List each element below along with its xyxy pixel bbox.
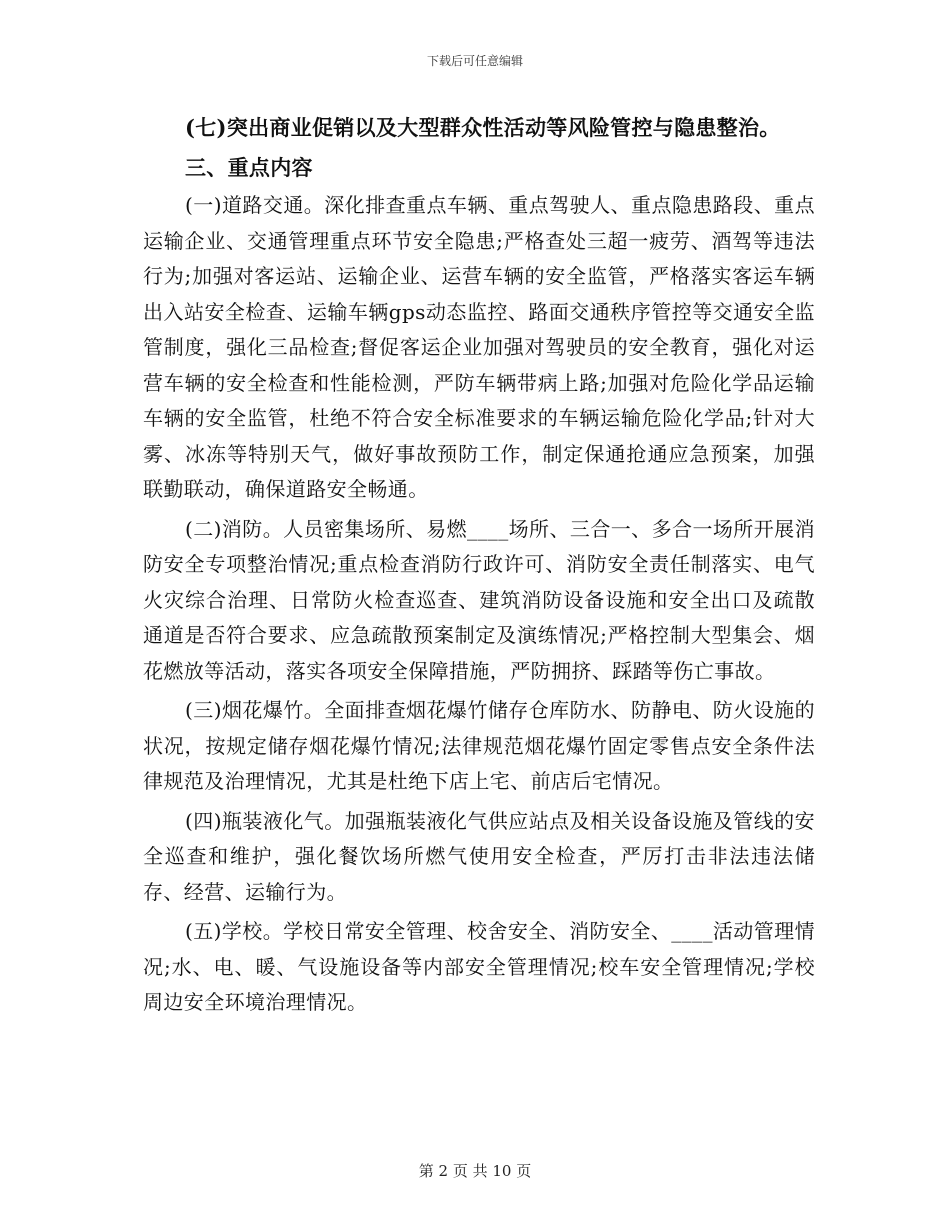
paragraph-road-traffic: (一)道路交通。深化排查重点车辆、重点驾驶人、重点隐患路段、重点运输企业、交通管理重点环节安全隐患;严格查处三超一疲劳、酒驾等违法行为;加强对客运站、运输企业、运营车辆的安全监管，严格落实客运车辆出入站安全检查、运输车辆gps动态监控、路面交通秩序管控等交通安全监管制度，强化三品检查;督促客运企业加强对驾驶员的安全教育，强化对运营车辆的安全检查和性能检测，严防车辆带病上路;加强对危险化学品运输车辆的安全监管，杜绝不符合安全标准要求的车辆运输危险化学品;针对大雾、冰冻等特别天气，做好事故预防工作，制定保通抢通应急预案，加强联勤联动，确保道路安全畅通。	[143, 193, 815, 501]
paragraph-fire-safety: (二)消防。人员密集场所、易燃____场所、三合一、多合一场所开展消防安全专项整治情况;重点检查消防行政许可、消防安全责任制落实、电气火灾综合治理、日常防火检查巡查、建筑消防设备设施和安全出口及疏散通道是否符合要求、应急疏散预案制定及演练情况;严格控制大型集会、烟花燃放等活动，落实各项安全保障措施，严防拥挤、踩踏等伤亡事故。	[143, 516, 815, 683]
paragraph-schools: (五)学校。学校日常安全管理、校舍安全、消防安全、____活动管理情况;水、电、暖、气设施设备等内部安全管理情况;校车安全管理情况;学校周边安全环境治理情况。	[143, 919, 815, 1014]
page-header-note: 下载后可任意编辑	[426, 54, 523, 68]
document-body	[143, 108, 815, 1025]
page-number: 第 2 页 共 10 页	[418, 1162, 532, 1180]
paragraph-bottled-gas: (四)瓶装液化气。加强瓶装液化气供应站点及相关设备设施及管线的安全巡查和维护，强化餐饮场所燃气使用安全检查，严厉打击非法违法储存、经营、运输行为。	[143, 808, 815, 904]
section-title-key-content: 三、重点内容	[185, 155, 313, 180]
paragraph-fireworks: (三)烟花爆竹。全面排查烟花爆竹储存仓库防水、防静电、防火设施的状况，按规定储存烟花爆竹情况;法律规范烟花爆竹固定零售点安全条件法律规范及治理情况，尤其是杜绝下店上宅、前店后宅情况。	[143, 698, 815, 793]
section-heading-7: (七)突出商业促销以及大型群众性活动等风险管控与隐患整治。	[185, 115, 781, 140]
